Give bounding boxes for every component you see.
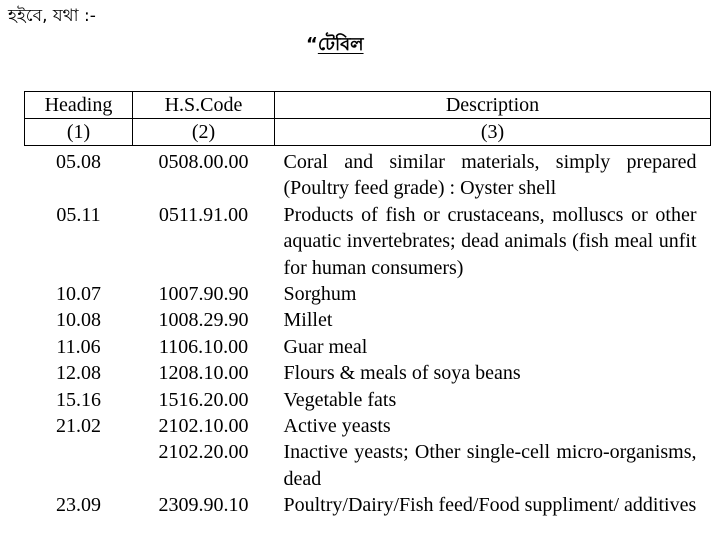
row-heading: 05.11 [56, 203, 101, 226]
row-heading: 10.07 [56, 283, 101, 306]
row-description: Poultry/Dairy/Fish feed/Food suppliment/ additives [283, 494, 697, 517]
table-row [25, 413, 711, 439]
table-title-quote: “ [306, 34, 318, 55]
column-number-1: (1) [25, 119, 133, 146]
row-hs-code: 0511.91.00 [158, 203, 249, 226]
row-hs-code: 1007.90.90 [158, 283, 249, 306]
table-title-text: টেবিল [317, 34, 364, 55]
hs-code-table [24, 91, 711, 519]
row-description: Coral and similar materials, simply prepared (Poultry feed grade) : Oyster shell [283, 151, 697, 200]
intro-text: হইবে, যথা :- [8, 6, 96, 26]
table-row [25, 146, 711, 202]
table-row [25, 492, 711, 518]
table-row [25, 307, 711, 333]
row-heading: 05.08 [56, 151, 101, 173]
row-description: Inactive yeasts; Other single-cell micro-organisms, dead [283, 441, 697, 490]
row-hs-code: 2102.20.00 [158, 441, 249, 464]
header-hs-code: H.S.Code [133, 92, 275, 119]
row-hs-code: 2102.10.00 [158, 415, 249, 438]
table-row [25, 202, 711, 281]
row-description: Millet [283, 309, 333, 332]
header-heading: Heading [25, 92, 133, 119]
row-hs-code: 2309.90.10 [158, 494, 249, 517]
row-heading: 10.08 [56, 309, 101, 332]
row-heading: 11.06 [56, 335, 101, 358]
row-description: Products of fish or crustaceans, molluscs or other aquatic invertebrates; dead animals (fish meal unfit for human consumers) [283, 203, 697, 279]
table-row [25, 334, 711, 360]
row-heading [25, 439, 133, 492]
row-heading: 15.16 [56, 388, 101, 411]
row-hs-code: 1208.10.00 [158, 362, 249, 385]
row-heading: 12.08 [56, 362, 101, 385]
row-hs-code: 0508.00.00 [158, 151, 249, 173]
column-number-2: (2) [133, 119, 275, 146]
row-description: Vegetable fats [283, 388, 397, 411]
row-hs-code: 1516.20.00 [158, 388, 249, 411]
table-title [306, 30, 364, 60]
row-heading: 21.02 [56, 415, 101, 438]
column-number-row [25, 119, 711, 146]
table-row [25, 439, 711, 492]
row-hs-code: 1106.10.00 [158, 335, 249, 358]
row-description: Guar meal [283, 335, 368, 358]
table-header-row [25, 92, 711, 119]
table-row [25, 360, 711, 386]
row-description: Flours & meals of soya beans [283, 362, 521, 385]
row-description: Sorghum [283, 283, 357, 306]
row-hs-code: 1008.29.90 [158, 309, 249, 332]
row-heading: 23.09 [56, 494, 101, 517]
row-description: Active yeasts [283, 415, 391, 438]
table-row [25, 281, 711, 307]
column-number-3: (3) [275, 119, 711, 146]
header-description: Description [275, 92, 711, 119]
table-row [25, 387, 711, 413]
